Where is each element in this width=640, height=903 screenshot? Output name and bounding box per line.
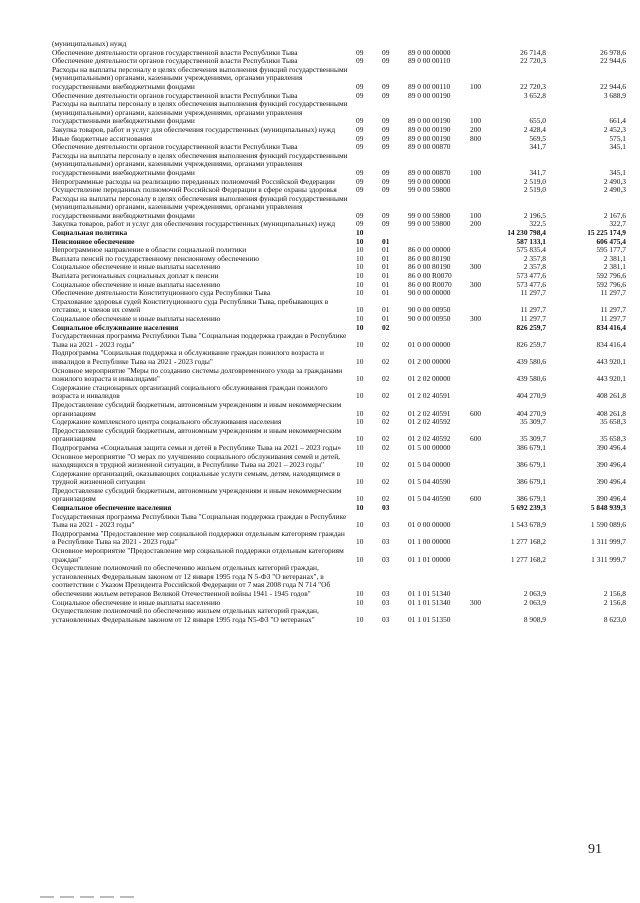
amount-year-2: 5 848 939,3 bbox=[590, 503, 626, 513]
amount-year-1: 26 714,8 bbox=[520, 47, 546, 57]
subsection-code: 09 bbox=[382, 176, 390, 186]
subsection-code: 09 bbox=[382, 219, 390, 229]
section-code: 10 bbox=[356, 262, 364, 272]
expense-type-code: 600 bbox=[470, 408, 482, 418]
row-name: Осуществление полномочий по обеспечению жильем отдельных категорий граждан, установленных Федеральным законом от 12 января 1995 года N 5-ФЗ "О ветеранах", в соответствии с Указом Президента Российской Федерации от 7 мая 2008 года N 714 "Об обеспечении жильем ветеранов Великой Отечественной войны 1941 - 1945 годов" bbox=[52, 563, 331, 598]
amount-year-1: 1 543 678,9 bbox=[510, 520, 546, 530]
subsection-code: 01 bbox=[382, 314, 390, 323]
amount-year-2: 22 944,6 bbox=[600, 81, 626, 91]
row-name: Предоставление субсидий бюджетным, автономным учреждениям и иным некоммерческим организациям bbox=[52, 425, 342, 444]
target-article-code: 89 0 00 00190 bbox=[408, 90, 451, 100]
subsection-code: 02 bbox=[382, 408, 390, 418]
target-article-code: 99 0 00 00000 bbox=[408, 176, 451, 186]
subsection-code: 09 bbox=[382, 210, 390, 220]
expense-type-code: 100 bbox=[470, 167, 482, 177]
amount-year-2: 1 311 999,7 bbox=[591, 537, 626, 547]
amount-year-1: 2 519,0 bbox=[523, 176, 546, 186]
expense-type-code: 800 bbox=[470, 133, 482, 143]
amount-year-1: 569,5 bbox=[529, 133, 546, 143]
section-code: 10 bbox=[356, 477, 364, 487]
target-article-code: 01 2 02 40592 bbox=[408, 434, 451, 444]
amount-year-1: 2 063,9 bbox=[523, 597, 546, 607]
target-article-code: 01 1 00 00000 bbox=[408, 537, 451, 547]
target-article-code: 01 0 00 00000 bbox=[408, 520, 451, 530]
amount-year-2: 345,1 bbox=[609, 167, 626, 177]
row-name: Социальное обеспечение и иные выплаты населению bbox=[52, 262, 221, 272]
section-code: 09 bbox=[356, 210, 364, 220]
row-name: Обеспечение деятельности Конституционного суда Республики Тыва bbox=[52, 288, 271, 298]
amount-year-1: 386 679,1 bbox=[516, 477, 546, 487]
target-article-code: 90 0 00 00000 bbox=[408, 288, 451, 298]
amount-year-1: 35 309,7 bbox=[520, 434, 546, 444]
subsection-code: 09 bbox=[382, 167, 390, 177]
section-code: 10 bbox=[356, 314, 364, 323]
amount-year-2: 592 796,6 bbox=[596, 279, 626, 289]
section-code: 10 bbox=[356, 554, 364, 564]
row-name: Расходы на выплаты персоналу в целях обеспечения выполнения функций государственными (муниципальными) органами, казенными учреждениями, органами управления государственными внебюджетными фондами bbox=[52, 99, 348, 126]
amount-year-1: 573 477,6 bbox=[516, 271, 546, 281]
amount-year-2: 575,1 bbox=[609, 133, 626, 143]
section-code: 10 bbox=[356, 236, 364, 246]
subsection-code: 01 bbox=[382, 271, 390, 281]
row-name: Осуществление полномочий по обеспечению жильем отдельных категорий граждан, установленных Федеральным законом от 12 января 1995 года N5-ФЗ "О ветеранах" bbox=[52, 606, 319, 624]
table-row bbox=[52, 564, 626, 598]
amount-year-1: 2 063,9 bbox=[523, 589, 546, 598]
subsection-code: 01 bbox=[382, 236, 390, 246]
amount-year-2: 345,1 bbox=[609, 142, 626, 152]
amount-year-1: 2 196,5 bbox=[523, 210, 546, 220]
row-name: Обеспечение деятельности органов государственной власти Республики Тыва bbox=[52, 90, 298, 100]
subsection-code: 09 bbox=[382, 56, 390, 66]
section-code: 09 bbox=[356, 56, 364, 66]
amount-year-1: 1 277 168,2 bbox=[510, 537, 546, 547]
table-row bbox=[52, 100, 626, 126]
subsection-code: 09 bbox=[382, 90, 390, 100]
target-article-code: 89 0 00 00190 bbox=[408, 116, 451, 126]
amount-year-2: 1 590 089,6 bbox=[590, 520, 626, 530]
subsection-code: 01 bbox=[382, 279, 390, 289]
amount-year-1: 655,0 bbox=[529, 116, 546, 126]
subsection-code: 03 bbox=[382, 503, 390, 513]
amount-year-1: 35 309,7 bbox=[520, 417, 546, 427]
subsection-code: 02 bbox=[382, 391, 390, 401]
expense-type-code: 200 bbox=[470, 219, 482, 229]
row-name: Социальная политика bbox=[52, 228, 128, 238]
subsection-code: 09 bbox=[382, 133, 390, 143]
scan-artifact bbox=[40, 896, 140, 898]
target-article-code: 01 1 01 51340 bbox=[408, 589, 451, 598]
section-code: 10 bbox=[356, 253, 364, 263]
target-article-code: 01 5 00 00000 bbox=[408, 442, 451, 452]
subsection-code: 02 bbox=[382, 322, 390, 332]
target-article-code: 01 5 04 40590 bbox=[408, 494, 451, 504]
amount-year-1: 3 652,8 bbox=[523, 90, 546, 100]
target-article-code: 01 2 00 00000 bbox=[408, 356, 451, 366]
table-row bbox=[52, 152, 626, 178]
amount-year-2: 11 297,7 bbox=[600, 305, 626, 315]
expense-type-code: 200 bbox=[470, 124, 482, 134]
target-article-code: 86 0 00 80190 bbox=[408, 262, 451, 272]
target-article-code: 99 0 00 59800 bbox=[408, 219, 451, 229]
section-code: 10 bbox=[356, 339, 364, 349]
amount-year-1: 1 277 168,2 bbox=[510, 554, 546, 564]
amount-year-2: 2 156,8 bbox=[603, 589, 626, 598]
section-code: 10 bbox=[356, 374, 364, 384]
amount-year-2: 408 261,8 bbox=[596, 391, 626, 401]
subsection-code: 02 bbox=[382, 356, 390, 366]
table-row bbox=[52, 66, 626, 92]
amount-year-2: 592 796,6 bbox=[596, 271, 626, 281]
amount-year-1: 11 297,7 bbox=[520, 288, 546, 298]
target-article-code: 86 0 00 R0070 bbox=[408, 271, 452, 281]
table-row bbox=[52, 530, 626, 547]
amount-year-1: 2 428,4 bbox=[523, 124, 546, 134]
amount-year-2: 390 496,4 bbox=[596, 477, 626, 487]
row-name: Расходы на выплаты персоналу в целях обеспечения выполнения функций государственными (муниципальными) органами, казенными учреждениями, органами управления государственными внебюджетными фондами bbox=[52, 193, 348, 220]
subsection-code: 09 bbox=[382, 116, 390, 126]
row-name: Подпрограмма "Предоставление мер социальной поддержки отдельным категориям граждан в Республике Тыва на 2021 - 2023 годы" bbox=[52, 528, 345, 547]
section-code: 10 bbox=[356, 271, 364, 281]
row-name: Непрограммные расходы на реализацию переданных полномочий Российской Федерации bbox=[52, 176, 335, 186]
table-row bbox=[52, 332, 626, 349]
row-name: (муниципальных) нужд bbox=[52, 39, 127, 48]
target-article-code: 01 2 02 40591 bbox=[408, 391, 451, 401]
subsection-code: 02 bbox=[382, 494, 390, 504]
amount-year-1: 404 270,9 bbox=[516, 408, 546, 418]
subsection-code: 02 bbox=[382, 442, 390, 452]
section-code: 10 bbox=[356, 408, 364, 418]
section-code: 10 bbox=[356, 322, 364, 332]
expense-type-code: 300 bbox=[470, 597, 482, 607]
row-name: Социальное обслуживание населения bbox=[52, 322, 179, 332]
target-article-code: 99 0 00 59800 bbox=[408, 185, 451, 195]
section-code: 10 bbox=[356, 391, 364, 401]
amount-year-1: 386 679,1 bbox=[516, 442, 546, 452]
subsection-code: 01 bbox=[382, 262, 390, 272]
row-name: Основное мероприятие "Меры по созданию системы долговременного ухода за гражданами пожилого возраста и инвалидами" bbox=[52, 365, 343, 384]
target-article-code: 86 0 00 00000 bbox=[408, 245, 451, 255]
amount-year-1: 5 692 239,3 bbox=[510, 503, 546, 513]
amount-year-2: 408 261,8 bbox=[596, 408, 626, 418]
subsection-code: 01 bbox=[382, 245, 390, 255]
row-name: Обеспечение деятельности органов государственной власти Республики Тыва bbox=[52, 142, 298, 152]
expense-type-code: 300 bbox=[470, 314, 482, 323]
row-name: Содержание организаций, оказывающих социальные услуги семьям, детям, находящимся в трудной жизненной ситуации bbox=[52, 468, 341, 487]
table-row bbox=[52, 195, 626, 221]
target-article-code: 90 0 00 00950 bbox=[408, 305, 451, 315]
target-article-code: 01 2 02 40592 bbox=[408, 417, 451, 427]
table-row bbox=[52, 298, 626, 315]
amount-year-1: 386 679,1 bbox=[516, 494, 546, 504]
subsection-code: 03 bbox=[382, 520, 390, 530]
amount-year-1: 573 477,6 bbox=[516, 279, 546, 289]
expense-type-code: 100 bbox=[470, 81, 482, 91]
amount-year-1: 22 720,3 bbox=[520, 81, 546, 91]
amount-year-2: 8 623,0 bbox=[603, 614, 626, 624]
target-article-code: 89 0 00 00110 bbox=[408, 81, 451, 91]
row-name: Осуществление переданных полномочий Российской Федерации в сфере охраны здоровья bbox=[52, 185, 337, 195]
section-code: 09 bbox=[356, 133, 364, 143]
subsection-code: 03 bbox=[382, 537, 390, 547]
target-article-code: 89 0 00 00000 bbox=[408, 47, 451, 57]
section-code: 10 bbox=[356, 279, 364, 289]
amount-year-1: 826 259,7 bbox=[516, 339, 546, 349]
row-name: Предоставление субсидий бюджетным, автономным учреждениям и иным некоммерческим организациям bbox=[52, 399, 342, 418]
subsection-code: 02 bbox=[382, 374, 390, 384]
row-name: Социальное обеспечение и иные выплаты населению bbox=[52, 279, 221, 289]
amount-year-1: 14 230 798,4 bbox=[507, 228, 546, 238]
amount-year-1: 2 519,0 bbox=[523, 185, 546, 195]
row-name: Закупка товаров, работ и услуг для обеспечения государственных (муниципальных) нужд bbox=[52, 124, 336, 134]
row-name: Пенсионное обеспечение bbox=[52, 236, 135, 246]
amount-year-2: 2 490,3 bbox=[603, 185, 626, 195]
subsection-code: 09 bbox=[382, 81, 390, 91]
target-article-code: 89 0 00 00870 bbox=[408, 142, 451, 152]
row-name: Подпрограмма "Социальная поддержка и обслуживание граждан пожилого возраста и инвалидов в Республике Тыва на 2021 - 2023 годы" bbox=[52, 348, 325, 366]
amount-year-1: 341,7 bbox=[529, 167, 546, 177]
subsection-code: 02 bbox=[382, 434, 390, 444]
amount-year-1: 2 357,8 bbox=[523, 253, 546, 263]
subsection-code: 02 bbox=[382, 477, 390, 487]
subsection-code: 02 bbox=[382, 460, 390, 470]
target-article-code: 01 1 01 51340 bbox=[408, 597, 451, 607]
subsection-code: 02 bbox=[382, 339, 390, 349]
amount-year-2: 390 496,4 bbox=[596, 442, 626, 452]
section-code: 09 bbox=[356, 185, 364, 195]
section-code: 09 bbox=[356, 219, 364, 229]
target-article-code: 89 0 00 00870 bbox=[408, 167, 451, 177]
expense-type-code: 600 bbox=[470, 434, 482, 444]
row-name: Содержание стационарных организаций социального обслуживания граждан пожилого возраста и инвалидов bbox=[52, 382, 328, 401]
amount-year-2: 11 297,7 bbox=[600, 314, 626, 323]
amount-year-2: 390 496,4 bbox=[596, 494, 626, 504]
section-code: 10 bbox=[356, 442, 364, 452]
row-name: Социальное обеспечение и иные выплаты населению bbox=[52, 597, 221, 607]
amount-year-2: 834 416,4 bbox=[596, 339, 626, 349]
row-name: Государственная программа Республики Тыва "Социальная поддержка граждан в Республике Тыва на 2021 - 2023 годы" bbox=[52, 511, 347, 530]
row-name: Основное мероприятие "О мерах по улучшению социального обслуживания семей и детей, находящихся в трудной жизненной ситуации, в Республике Тыва на 2021 – 2023 годы" bbox=[52, 451, 340, 470]
amount-year-1: 439 580,6 bbox=[516, 374, 546, 384]
row-name: Выплата региональных социальных доплат к пенсии bbox=[52, 271, 219, 281]
table-row bbox=[52, 401, 626, 418]
row-name: Основное мероприятие "Предоставление мер социальной поддержки отдельным категориям граждан" bbox=[52, 546, 344, 564]
target-article-code: 01 5 04 00000 bbox=[408, 460, 451, 470]
section-code: 10 bbox=[356, 460, 364, 470]
section-code: 09 bbox=[356, 81, 364, 91]
section-code: 10 bbox=[356, 228, 364, 238]
expense-type-code: 300 bbox=[470, 262, 482, 272]
amount-year-1: 587 133,1 bbox=[516, 236, 546, 246]
amount-year-2: 606 475,4 bbox=[596, 236, 626, 246]
subsection-code: 09 bbox=[382, 124, 390, 134]
amount-year-2: 595 177,7 bbox=[596, 245, 626, 255]
expense-type-code: 300 bbox=[470, 279, 482, 289]
target-article-code: 01 2 02 00000 bbox=[408, 374, 451, 384]
section-code: 10 bbox=[356, 520, 364, 530]
section-code: 10 bbox=[356, 503, 364, 513]
table-row bbox=[52, 367, 626, 384]
subsection-code: 03 bbox=[382, 597, 390, 607]
subsection-code: 01 bbox=[382, 305, 390, 315]
amount-year-2: 661,4 bbox=[609, 116, 626, 126]
target-article-code: 89 0 00 00190 bbox=[408, 124, 451, 134]
section-code: 09 bbox=[356, 142, 364, 152]
section-code: 10 bbox=[356, 537, 364, 547]
target-article-code: 01 1 01 51350 bbox=[408, 614, 451, 624]
section-code: 09 bbox=[356, 90, 364, 100]
budget-table bbox=[52, 40, 626, 624]
table-row bbox=[52, 487, 626, 504]
row-name: Страхование здоровья судей Конституционного суда Республики Тыва, пребывающих в отставке, и членов их семей bbox=[52, 296, 329, 315]
amount-year-2: 2 156,8 bbox=[603, 597, 626, 607]
section-code: 10 bbox=[356, 305, 364, 315]
table-row bbox=[52, 607, 626, 624]
row-name: Подпрограмма «Социальная защита семьи и детей в Республике Тыва на 2021 – 2023 годы» bbox=[52, 442, 342, 452]
amount-year-2: 22 944,6 bbox=[600, 56, 626, 66]
amount-year-1: 22 720,3 bbox=[520, 56, 546, 66]
row-name: Непрограммное направление в области социальной политики bbox=[52, 245, 247, 255]
table-row bbox=[52, 470, 626, 487]
section-code: 09 bbox=[356, 176, 364, 186]
section-code: 10 bbox=[356, 597, 364, 607]
amount-year-2: 26 978,6 bbox=[600, 47, 626, 57]
row-name: Расходы на выплаты персоналу в целях обеспечения выполнения функций государственными (муниципальными) органами, казенными учреждениями, органами управления государственными внебюджетными фондами bbox=[52, 150, 348, 177]
row-name: Социальное обеспечение населения bbox=[52, 503, 172, 513]
row-name: Иные бюджетные ассигнования bbox=[52, 133, 153, 143]
subsection-code: 09 bbox=[382, 47, 390, 57]
subsection-code: 02 bbox=[382, 417, 390, 427]
row-name: Расходы на выплаты персоналу в целях обеспечения выполнения функций государственными (муниципальными) органами, казенными учреждениями, органами управления государственными внебюджетными фондами bbox=[52, 64, 348, 91]
amount-year-1: 826 259,7 bbox=[516, 322, 546, 332]
amount-year-1: 386 679,1 bbox=[516, 460, 546, 470]
amount-year-1: 404 270,9 bbox=[516, 391, 546, 401]
table-row bbox=[52, 384, 626, 401]
page-number: 91 bbox=[588, 842, 602, 857]
amount-year-2: 35 658,3 bbox=[600, 434, 626, 444]
target-article-code: 01 2 02 40591 bbox=[408, 408, 451, 418]
target-article-code: 99 0 00 59800 bbox=[408, 210, 451, 220]
target-article-code: 89 0 00 00110 bbox=[408, 56, 451, 66]
amount-year-2: 834 416,4 bbox=[596, 322, 626, 332]
amount-year-2: 1 311 999,7 bbox=[591, 554, 626, 564]
section-code: 10 bbox=[356, 614, 364, 624]
expense-type-code: 600 bbox=[470, 494, 482, 504]
amount-year-1: 322,5 bbox=[529, 219, 546, 229]
subsection-code: 01 bbox=[382, 253, 390, 263]
section-code: 10 bbox=[356, 494, 364, 504]
amount-year-2: 322,7 bbox=[609, 219, 626, 229]
row-name: Содержание комплексного центра социального обслуживания населения bbox=[52, 417, 282, 427]
amount-year-2: 2 452,3 bbox=[603, 124, 626, 134]
subsection-code: 09 bbox=[382, 185, 390, 195]
table-row bbox=[52, 453, 626, 470]
target-article-code: 86 0 00 R0070 bbox=[408, 279, 452, 289]
subsection-code: 03 bbox=[382, 554, 390, 564]
row-name: Закупка товаров, работ и услуг для обеспечения государственных (муниципальных) нужд bbox=[52, 219, 336, 229]
amount-year-2: 2 381,1 bbox=[603, 262, 626, 272]
amount-year-1: 439 580,6 bbox=[516, 356, 546, 366]
section-code: 10 bbox=[356, 417, 364, 427]
amount-year-1: 341,7 bbox=[529, 142, 546, 152]
table-row bbox=[52, 547, 626, 564]
target-article-code: 89 0 00 00190 bbox=[408, 133, 451, 143]
row-name: Предоставление субсидий бюджетным, автономным учреждениям и иным некоммерческим организациям bbox=[52, 485, 342, 504]
target-article-code: 86 0 00 80190 bbox=[408, 253, 451, 263]
amount-year-2: 2 381,1 bbox=[603, 253, 626, 263]
amount-year-2: 443 920,1 bbox=[596, 374, 626, 384]
target-article-code: 01 5 04 40590 bbox=[408, 477, 451, 487]
section-code: 10 bbox=[356, 356, 364, 366]
amount-year-1: 2 357,8 bbox=[523, 262, 546, 272]
section-code: 09 bbox=[356, 47, 364, 57]
row-name: Социальное обеспечение и иные выплаты населению bbox=[52, 314, 221, 323]
section-code: 10 bbox=[356, 434, 364, 444]
amount-year-1: 11 297,7 bbox=[520, 305, 546, 315]
amount-year-1: 575 835,4 bbox=[516, 245, 546, 255]
subsection-code: 01 bbox=[382, 288, 390, 298]
target-article-code: 90 0 00 00950 bbox=[408, 314, 451, 323]
expense-type-code: 100 bbox=[470, 116, 482, 126]
expense-type-code: 100 bbox=[470, 210, 482, 220]
target-article-code: 01 0 00 00000 bbox=[408, 339, 451, 349]
subsection-code: 03 bbox=[382, 614, 390, 624]
amount-year-1: 11 297,7 bbox=[520, 314, 546, 323]
section-code: 10 bbox=[356, 288, 364, 298]
row-name: Государственная программа Республики Тыва "Социальная поддержка граждан в Республике Тыва на 2021 - 2023 годы" bbox=[52, 331, 347, 349]
row-name: Обеспечение деятельности органов государственной власти Республики Тыва bbox=[52, 47, 298, 57]
amount-year-2: 443 920,1 bbox=[596, 356, 626, 366]
amount-year-2: 35 658,3 bbox=[600, 417, 626, 427]
subsection-code: 09 bbox=[382, 142, 390, 152]
table-row bbox=[52, 513, 626, 530]
amount-year-1: 8 908,9 bbox=[523, 614, 546, 624]
target-article-code: 01 1 01 00000 bbox=[408, 554, 451, 564]
section-code: 10 bbox=[356, 245, 364, 255]
amount-year-2: 2 490,3 bbox=[603, 176, 626, 186]
amount-year-2: 3 688,9 bbox=[603, 90, 626, 100]
table-row bbox=[52, 427, 626, 444]
amount-year-2: 15 225 174,9 bbox=[587, 228, 626, 238]
amount-year-2: 390 496,4 bbox=[596, 460, 626, 470]
section-code: 09 bbox=[356, 116, 364, 126]
section-code: 10 bbox=[356, 589, 364, 598]
amount-year-2: 11 297,7 bbox=[600, 288, 626, 298]
row-name: Обеспечение деятельности органов государственной власти Республики Тыва bbox=[52, 56, 298, 66]
amount-year-2: 2 167,6 bbox=[603, 210, 626, 220]
section-code: 09 bbox=[356, 124, 364, 134]
subsection-code: 03 bbox=[382, 589, 390, 598]
section-code: 09 bbox=[356, 167, 364, 177]
table-row bbox=[52, 349, 626, 366]
row-name: Выплата пенсий по государственному пенсионному обеспечению bbox=[52, 253, 259, 263]
